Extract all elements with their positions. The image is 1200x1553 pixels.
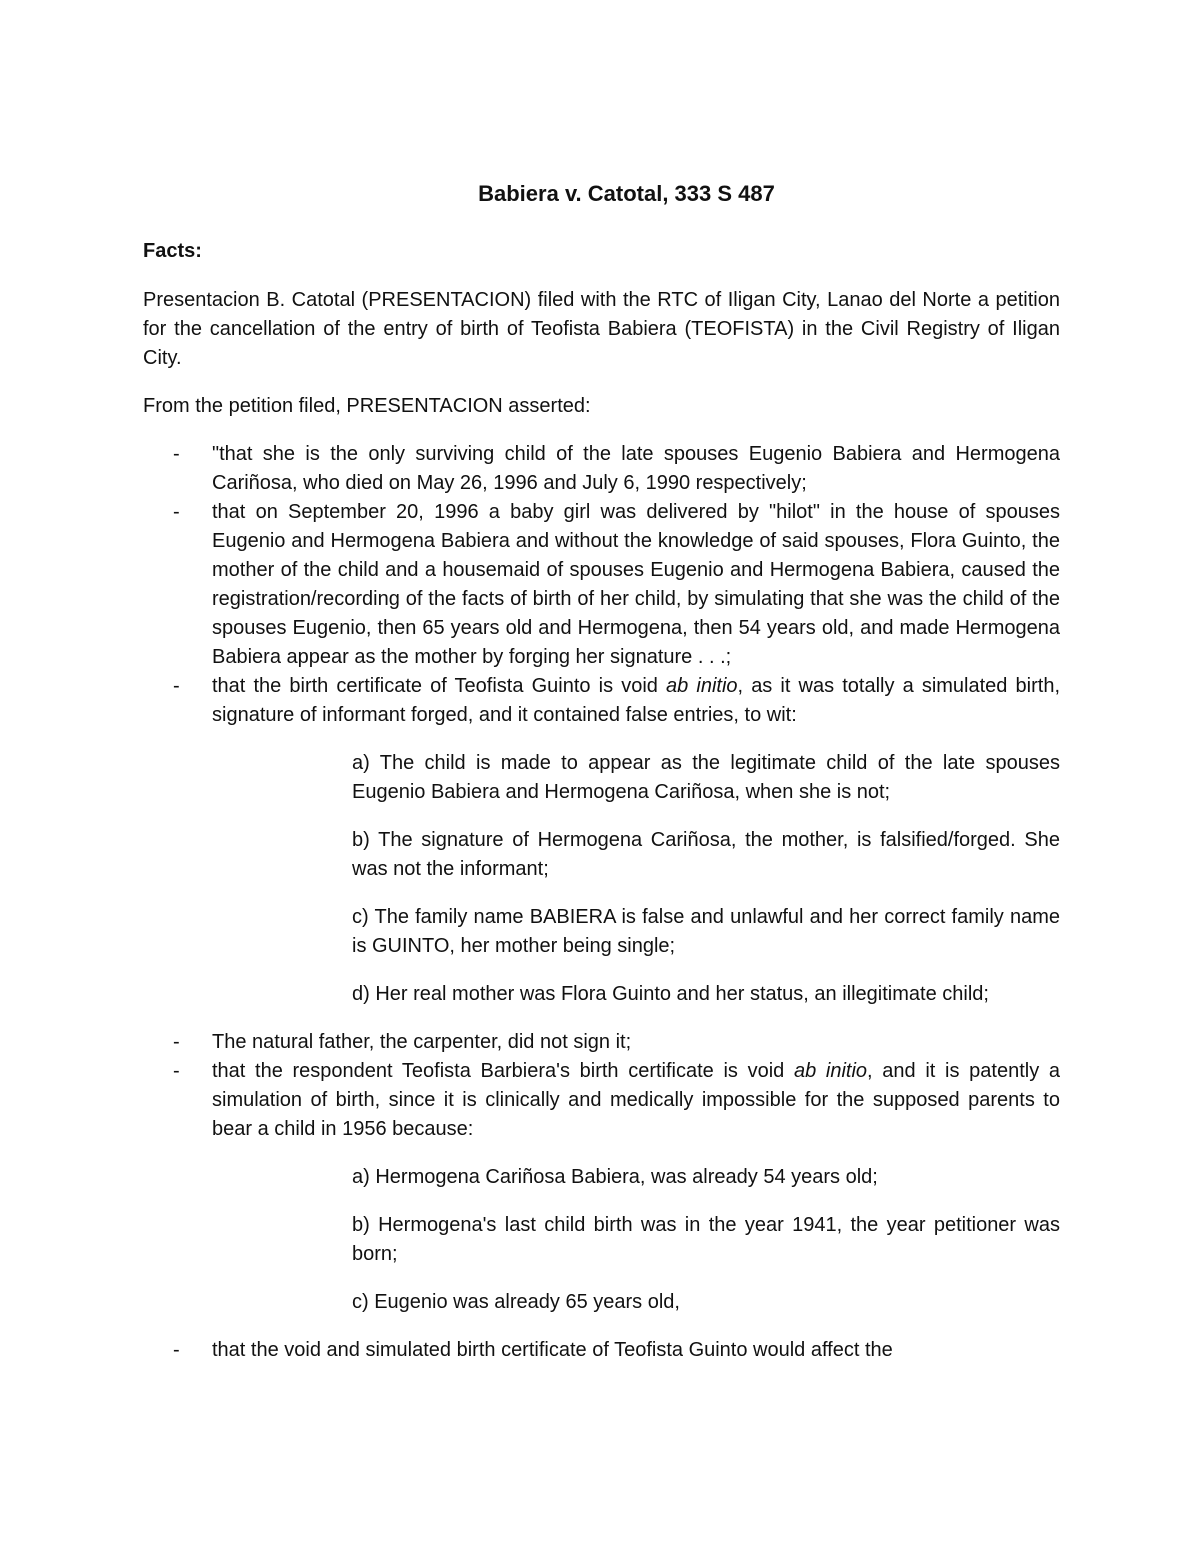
dash-marker: -: [173, 501, 180, 523]
list-item-text-part: , and it is patently a simulation of birth, since it is clinically and medically impossible for the supposed parents to bear a child in 1956 because:: [212, 1060, 1060, 1140]
dash-marker: -: [173, 675, 180, 697]
sub-item: b) The signature of Hermogena Cariñosa, the mother, is falsified/forged. She was not the informant;: [352, 829, 1060, 880]
document-body: [143, 178, 1060, 1365]
sub-item: a) The child is made to appear as the legitimate child of the late spouses Eugenio Babiera and Hermogena Cariñosa, when she is not;: [352, 752, 1060, 803]
paragraph-petition: Presentacion B. Catotal (PRESENTACION) filed with the RTC of Iligan City, Lanao del Norte a petition for the cancellation of the entry of birth of Teofista Babiera (TEOFISTA) in the Civil Registry of Iligan City.: [143, 289, 1060, 369]
list-item: [143, 1028, 1060, 1057]
list-item-text-part: , as it was totally a simulated birth, signature of informant forged, and it contained false entries, to wit:: [212, 675, 1061, 726]
sub-item: b) Hermogena's last child birth was in the year 1941, the year petitioner was born;: [352, 1214, 1060, 1265]
impossibility-reasons-list: [212, 1163, 1060, 1317]
facts-heading: Facts:: [143, 240, 202, 262]
sub-item: a) Hermogena Cariñosa Babiera, was already 54 years old;: [352, 1166, 878, 1188]
list-item: [143, 440, 1060, 498]
dash-marker: -: [173, 1060, 180, 1082]
list-item-text-part: that the birth certificate of Teofista Guinto is void: [212, 675, 667, 697]
dash-marker: -: [173, 1339, 180, 1361]
false-entries-list: [212, 749, 1060, 1009]
list-item-text: that on September 20, 1996 a baby girl was delivered by "hilot" in the house of spouses Eugenio and Hermogena Babiera and without the knowledge of said spouses, Flora Guinto, the mother of the child and a housemaid of spouses Eugenio and Hermogena Babiera, caused the registration/recording of the facts of birth of her child, by simulating that she was the child of the spouses Eugenio, then 65 years old and Hermogena, then 54 years old, and made Hermogena Babiera appear as the mother by forging her signature . . .;: [212, 501, 1060, 668]
list-item-text-part: that the respondent Teofista Barbiera's birth certificate is void: [212, 1060, 794, 1082]
sub-item: c) The family name BABIERA is false and unlawful and her correct family name is GUINTO, her mother being single;: [352, 906, 1060, 957]
list-item: [143, 498, 1060, 672]
case-title: Babiera v. Catotal, 333 S 487: [478, 181, 775, 206]
list-item-text: The natural father, the carpenter, did not sign it;: [212, 1031, 632, 1053]
dash-marker: -: [173, 1031, 180, 1053]
paragraph-asserted: From the petition filed, PRESENTACION asserted:: [143, 395, 591, 417]
latin-term: ab initio: [793, 1060, 868, 1082]
sub-item: c) Eugenio was already 65 years old,: [352, 1291, 680, 1313]
list-item-text: that the void and simulated birth certificate of Teofista Guinto would affect the: [212, 1339, 893, 1361]
list-item: [143, 1336, 1060, 1365]
list-item-text: "that she is the only surviving child of the late spouses Eugenio Babiera and Hermogena Cariñosa, who died on May 26, 1996 and July 6, 1990 respectively;: [212, 443, 1060, 494]
sub-item: d) Her real mother was Flora Guinto and her status, an illegitimate child;: [352, 983, 989, 1005]
assertion-list: [143, 440, 1060, 1365]
latin-term: ab initio: [666, 675, 738, 697]
list-item: [143, 672, 1060, 1009]
dash-marker: -: [173, 443, 180, 465]
list-item: [143, 1057, 1060, 1317]
